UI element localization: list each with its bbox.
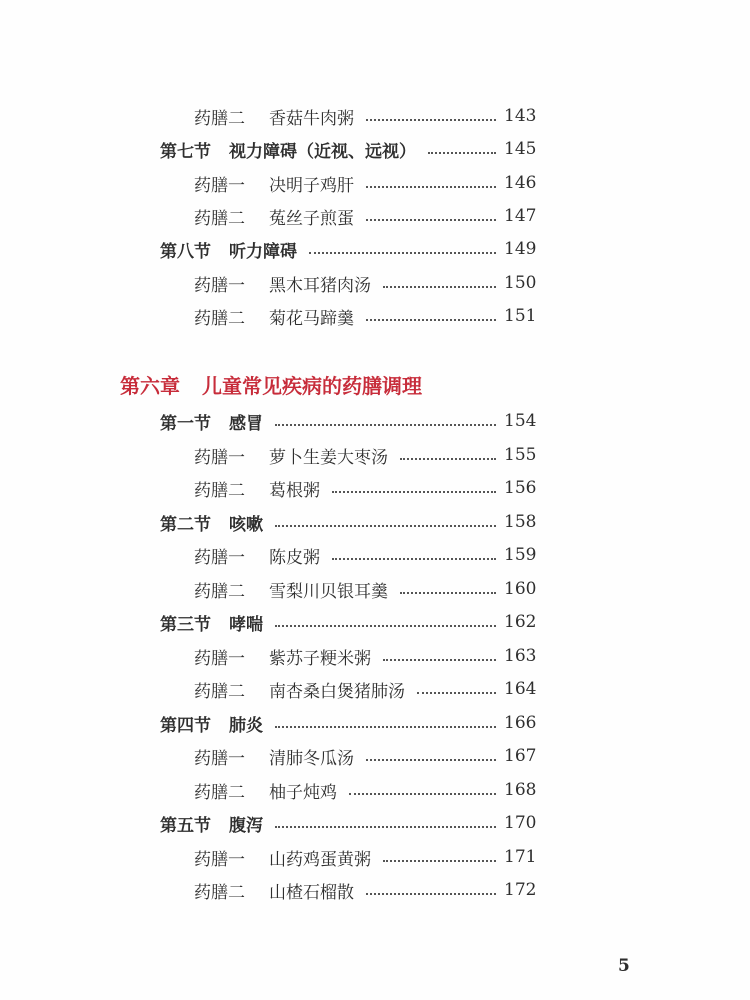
recipe-number: 药膳一 [194, 849, 245, 870]
toc-entry-section[interactable] [160, 404, 538, 438]
recipe-title: 南杏桑白煲猪肺汤 [269, 681, 405, 702]
toc-entry-recipe[interactable] [194, 99, 538, 133]
recipe-number: 药膳一 [194, 175, 245, 196]
dot-leader [383, 286, 496, 288]
dot-leader [366, 186, 496, 188]
dot-leader [275, 625, 496, 627]
dot-leader [366, 219, 496, 221]
recipe-number: 药膳二 [194, 882, 245, 903]
section-title: 腹泻 [229, 815, 263, 836]
page-folio: 5 [618, 956, 630, 976]
section-title: 肺炎 [229, 715, 263, 736]
section-title: 视力障碍（近视、远视） [229, 141, 416, 162]
page-number: 143 [504, 106, 537, 126]
chapter-title: 儿童常见疾病的药膳调理 [202, 373, 422, 398]
recipe-number: 药膳二 [194, 581, 245, 602]
toc-entry-section[interactable] [160, 232, 538, 266]
recipe-title: 萝卜生姜大枣汤 [269, 447, 388, 468]
section-number: 第七节 [160, 141, 211, 162]
dot-leader [400, 592, 496, 594]
chapter-heading[interactable] [120, 364, 422, 404]
dot-leader [366, 119, 496, 121]
toc-entry-recipe[interactable] [194, 572, 538, 606]
section-number: 第一节 [160, 413, 211, 434]
toc-entry-section[interactable] [160, 706, 538, 740]
dot-leader [332, 491, 496, 493]
dot-leader [275, 424, 496, 426]
page-number: 159 [504, 545, 537, 565]
recipe-number: 药膳一 [194, 748, 245, 769]
toc-entry-recipe[interactable] [194, 266, 538, 300]
toc-entry-recipe[interactable] [194, 299, 538, 333]
toc-entry-section[interactable] [160, 806, 538, 840]
recipe-number: 药膳二 [194, 108, 245, 129]
page-number: 150 [504, 273, 537, 293]
dot-leader [275, 525, 496, 527]
dot-leader [309, 252, 496, 254]
recipe-number: 药膳一 [194, 648, 245, 669]
recipe-title: 陈皮粥 [269, 547, 320, 568]
recipe-title: 山药鸡蛋黄粥 [269, 849, 371, 870]
toc-entry-section[interactable] [160, 132, 538, 166]
toc-entry-recipe[interactable] [194, 538, 538, 572]
page-number: 147 [504, 206, 537, 226]
toc-entry-recipe[interactable] [194, 639, 538, 673]
recipe-number: 药膳二 [194, 782, 245, 803]
page-number: 171 [504, 847, 537, 867]
page-number: 172 [504, 880, 537, 900]
page-number: 145 [504, 139, 537, 159]
recipe-number: 药膳一 [194, 547, 245, 568]
recipe-number: 药膳二 [194, 308, 245, 329]
page-number: 156 [504, 478, 537, 498]
recipe-title: 决明子鸡肝 [269, 175, 354, 196]
section-number: 第八节 [160, 241, 211, 262]
toc-entry-recipe[interactable] [194, 199, 538, 233]
recipe-title: 菊花马蹄羹 [269, 308, 354, 329]
dot-leader [383, 659, 496, 661]
recipe-title: 柚子炖鸡 [269, 782, 337, 803]
recipe-number: 药膳一 [194, 275, 245, 296]
recipe-title: 香菇牛肉粥 [269, 108, 354, 129]
page-number: 167 [504, 746, 537, 766]
toc-entry-recipe[interactable] [194, 438, 538, 472]
toc-entry-recipe[interactable] [194, 672, 538, 706]
dot-leader [275, 826, 496, 828]
dot-leader [417, 692, 496, 694]
recipe-number: 药膳二 [194, 480, 245, 501]
dot-leader [349, 793, 496, 795]
page-number: 155 [504, 445, 537, 465]
page-number: 151 [504, 306, 537, 326]
toc-entry-section[interactable] [160, 605, 538, 639]
page-number: 154 [504, 411, 537, 431]
page-number: 149 [504, 239, 537, 259]
dot-leader [366, 319, 496, 321]
section-number: 第五节 [160, 815, 211, 836]
dot-leader [366, 759, 496, 761]
dot-leader [383, 860, 496, 862]
page-number: 146 [504, 173, 537, 193]
toc-entry-recipe[interactable] [194, 873, 538, 907]
dot-leader [332, 558, 496, 560]
toc-entry-recipe[interactable] [194, 840, 538, 874]
page-number: 166 [504, 713, 537, 733]
page-number: 160 [504, 579, 537, 599]
dot-leader [366, 893, 496, 895]
page-number: 162 [504, 612, 537, 632]
recipe-title: 山楂石榴散 [269, 882, 354, 903]
dot-leader [275, 726, 496, 728]
section-number: 第四节 [160, 715, 211, 736]
recipe-number: 药膳一 [194, 447, 245, 468]
page-number: 168 [504, 780, 537, 800]
toc-entry-recipe[interactable] [194, 166, 538, 200]
recipe-title: 菟丝子煎蛋 [269, 208, 354, 229]
recipe-title: 清肺冬瓜汤 [269, 748, 354, 769]
toc-entry-section[interactable] [160, 505, 538, 539]
toc-entry-recipe[interactable] [194, 739, 538, 773]
section-title: 感冒 [229, 413, 263, 434]
section-number: 第二节 [160, 514, 211, 535]
section-number: 第三节 [160, 614, 211, 635]
dot-leader [428, 152, 496, 154]
section-title: 咳嗽 [229, 514, 263, 535]
recipe-title: 雪梨川贝银耳羹 [269, 581, 388, 602]
recipe-title: 黑木耳猪肉汤 [269, 275, 371, 296]
recipe-title: 葛根粥 [269, 480, 320, 501]
page-number: 164 [504, 679, 537, 699]
dot-leader [400, 458, 496, 460]
page-number: 163 [504, 646, 537, 666]
recipe-number: 药膳二 [194, 681, 245, 702]
toc-entry-recipe[interactable] [194, 471, 538, 505]
section-title: 哮喘 [229, 614, 263, 635]
recipe-number: 药膳二 [194, 208, 245, 229]
chapter-number: 第六章 [120, 373, 180, 398]
section-title: 听力障碍 [229, 241, 297, 262]
recipe-title: 紫苏子粳米粥 [269, 648, 371, 669]
toc-entry-recipe[interactable] [194, 773, 538, 807]
page-number: 170 [504, 813, 537, 833]
page-number: 158 [504, 512, 537, 532]
